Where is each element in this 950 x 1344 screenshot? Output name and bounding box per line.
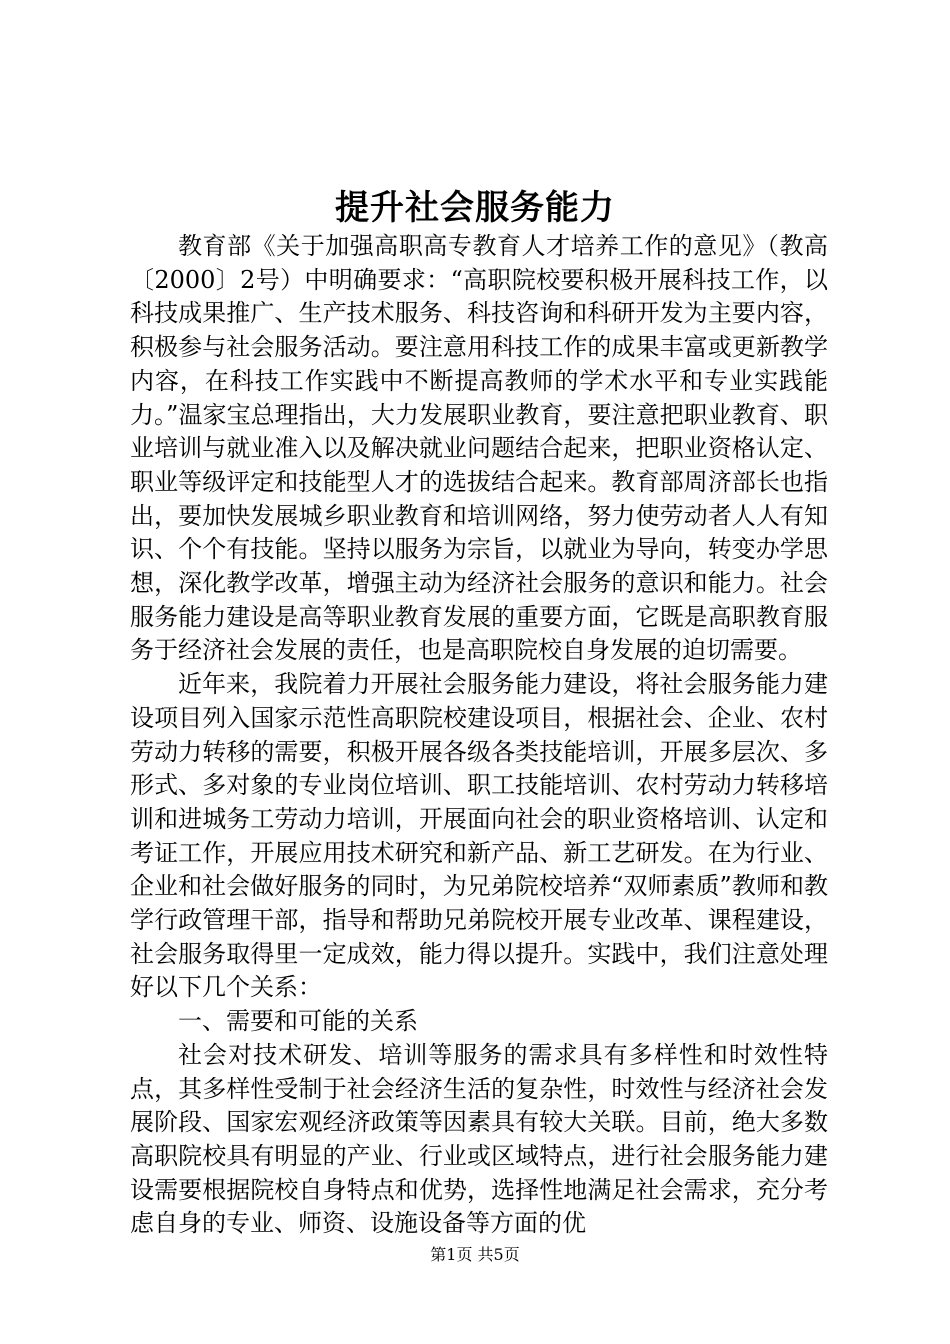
document-body bbox=[130, 230, 828, 1241]
paragraph-intro: 教育部《关于加强高职高专教育人才培养工作的意见》（教高〔2000〕2号）中明确要求：“高职院校要积极开展科技工作，以科技成果推广、生产技术服务、科技咨询和科研开发为主要内容，积极参与社会服务活动。要注意用科技工作的成果丰富或更新教学内容，在科技工作实践中不断提高教师的学术水平和专业实践能力。”温家宝总理指出，大力发展职业教育，要注意把职业教育、职业培训与就业准入以及解决就业问题结合起来，把职业资格认定、职业等级评定和技能型人才的选拔结合起来。教育部周济部长也指出，要加快发展城乡职业教育和培训网络，努力使劳动者人人有知识、个个有技能。坚持以服务为宗旨，以就业为导向，转变办学思想，深化教学改革，增强主动为经济社会服务的意识和能力。社会服务能力建设是高等职业教育发展的重要方面，它既是高职教育服务于经济社会发展的责任，也是高职院校自身发展的迫切需要。 bbox=[130, 232, 828, 665]
document-title: 提升社会服务能力 bbox=[335, 188, 615, 228]
section-heading-1: 一、需要和可能的关系 bbox=[178, 1007, 418, 1036]
paragraph-needs-capabilities: 社会对技术研发、培训等服务的需求具有多样性和时效性特点，其多样性受制于社会经济生活的复杂性，时效性与经济社会发展阶段、国家宏观经济政策等因素具有较大关联。目前，绝大多数高职院校具有明显的产业、行业或区域特点，进行社会服务能力建设需要根据院校自身特点和优势，选择性地满足社会需求，充分考虑自身的专业、师资、设施设备等方面的优 bbox=[130, 1040, 828, 1238]
paragraph-recent-work: 近年来，我院着力开展社会服务能力建设，将社会服务能力建设项目列入国家示范性高职院校建设项目，根据社会、企业、农村劳动力转移的需要，积极开展各级各类技能培训，开展多层次、多形式、多对象的专业岗位培训、职工技能培训、农村劳动力转移培训和进城务工劳动力培训，开展面向社会的职业资格培训、认定和考证工作，开展应用技术研究和新产品、新工艺研发。在为行业、企业和社会做好服务的同时，为兄弟院校培养“双师素质”教师和教学行政管理干部，指导和帮助兄弟院校开展专业改革、课程建设，社会服务取得里一定成效，能力得以提升。实践中，我们注意处理好以下几个关系： bbox=[130, 670, 828, 1002]
page-number-footer: 第1页 共5页 bbox=[430, 1245, 520, 1264]
